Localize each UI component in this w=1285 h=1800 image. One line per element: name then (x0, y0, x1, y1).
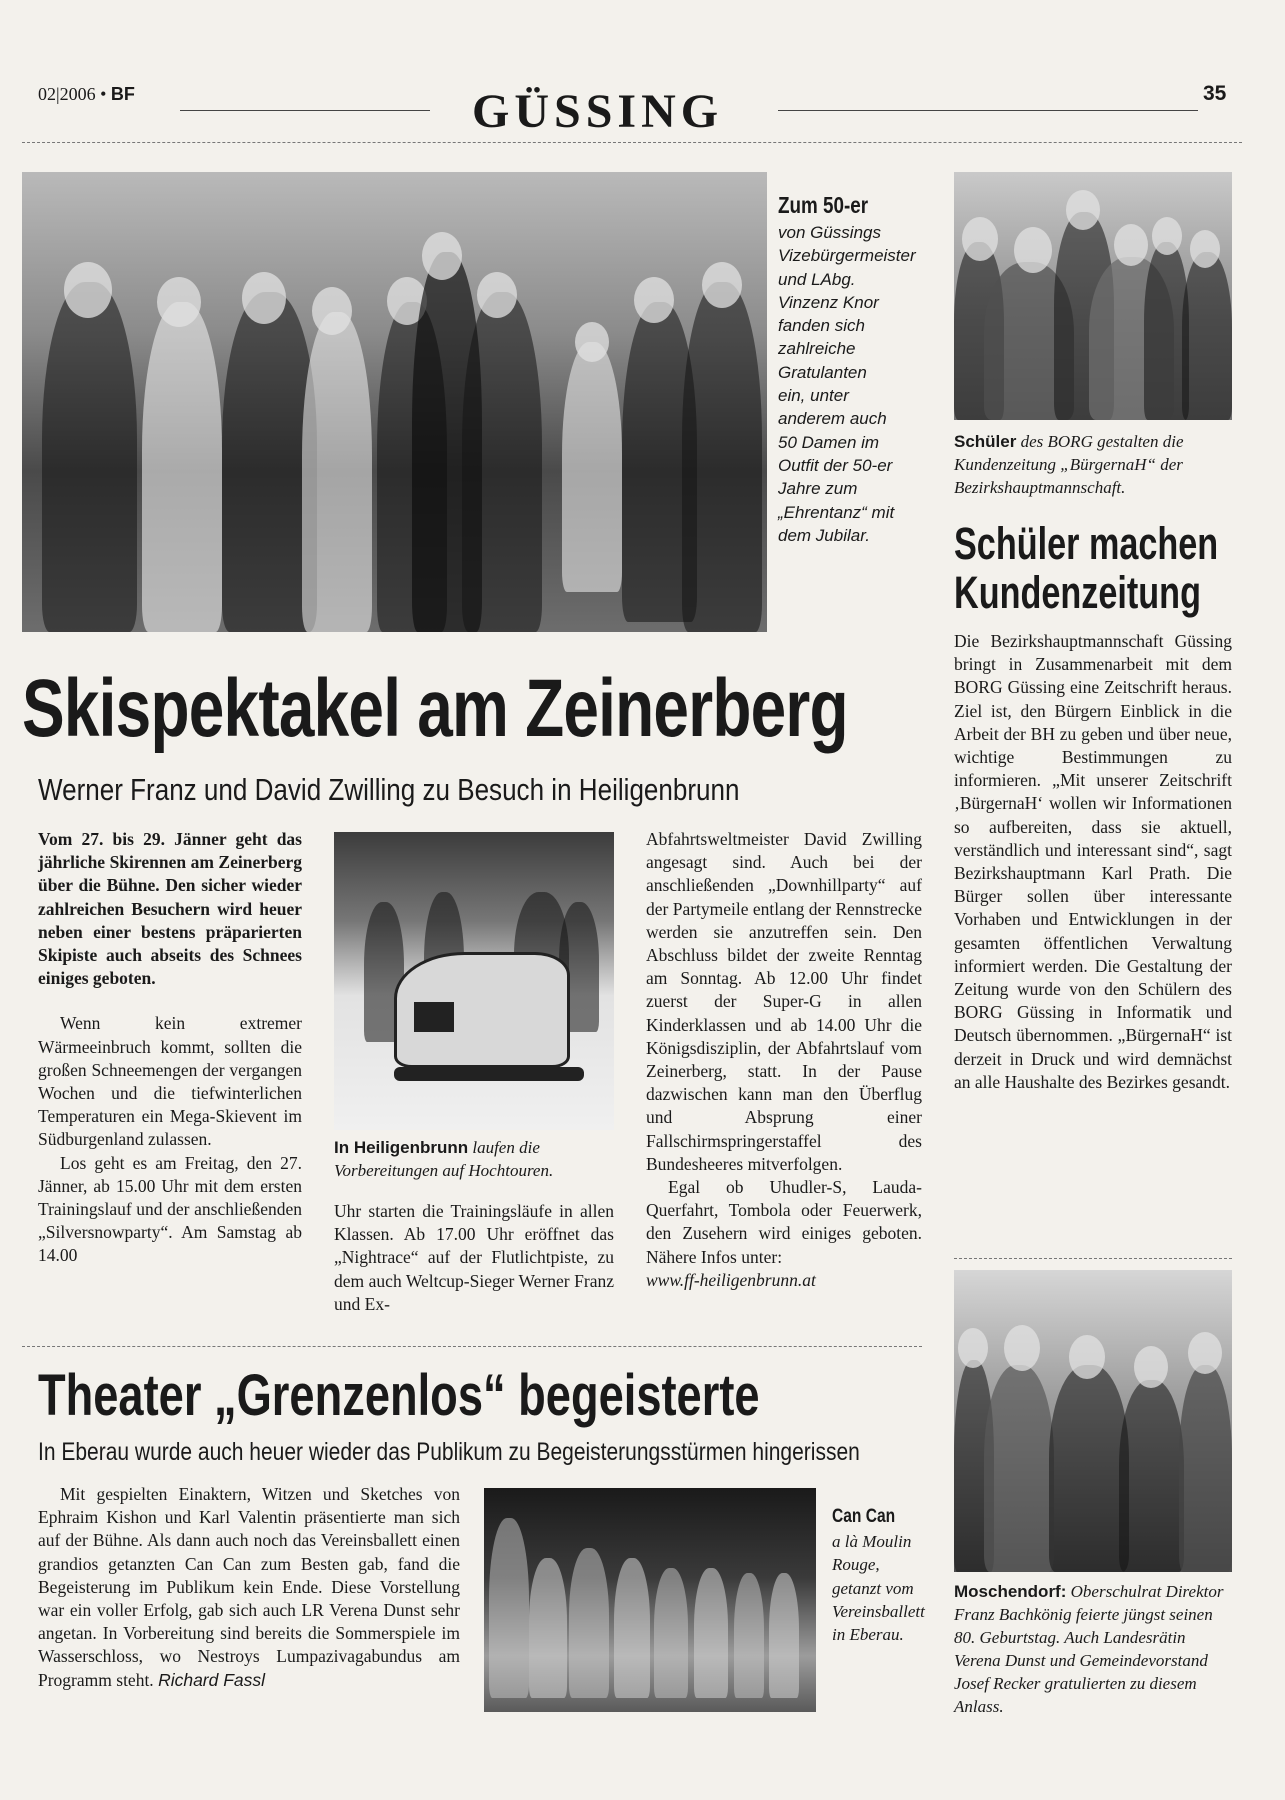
theater-divider (22, 1346, 922, 1347)
header-rule-right (778, 110, 1198, 111)
borg-caption-bold: Schüler (954, 432, 1017, 451)
heiligenbrunn-caption-text: laufen die Vorbereitungen auf Hochtouren. (334, 1138, 554, 1180)
ski-column-2 (334, 1200, 614, 1316)
borg-body: Die Bezirkshauptmannschaft Güssing bringt in Zusammenarbeit mit dem BORG Güssing eine Zeitschrift heraus. Ziel ist, den Bürgern Einblick in die Arbeit der BH zu geben und über neue, wichtige Bestimmungen zu informieren. „Mit unserer Zeitschrift ‚BürgernaH‘ wollen wir Informationen so aufbereiten, dass sie aktuell, verständlich und interessant sind“, sagt Bezirkshauptmann Karl Prath. Die Bürger sollen über interessante Vorhaben und Entwicklungen in der gesamten öffentlichen Verwaltung informiert werden. Die Gestaltung der Zeitung wurde von den Schülern des BORG Güssing in Informatik und Deutsch übernommen. „BürgernaH“ ist derzeit in Druck und wird demnächst an alle Haushalte des Bezirkes gesandt. (954, 631, 1232, 1092)
cancan-caption (832, 1506, 925, 1646)
theater-subheadline: In Eberau wurde auch heuer wieder das Publikum zu Begeisterungsstürmen hingerissen (38, 1438, 860, 1466)
ski-paragraph-2: Los geht es am Freitag, den 27. Jänner, ab 15.00 Uhr mit dem ersten Trainingslauf und der anschließenden „Silversnowparty“. Am Samstag ab 14.00 (38, 1152, 302, 1266)
birthday-photo (22, 172, 767, 632)
moschendorf-caption-bold: Moschendorf: (954, 1582, 1067, 1601)
ski-paragraph-4: Abfahrtsweltmeister David Zwilling angesagt sind. Auch bei der anschließenden „Downhillparty“ auf der Partymeile entlang der Rennstrecke werden sie anzutreffen sein. Den Abschluss bildet der zweite Renntag am Sonntag. Ab 12.00 Uhr findet zuerst der Super-G in allen Kinderklassen und ab 14.00 Uhr die Königsdisziplin, der Abfahrtslauf vom Zeinerberg, statt. In der Pause dazwischen kann man den Überflug und Absprung einer Fallschirmspringerstaffel des Bundesheeres mitverfolgen. (646, 829, 923, 1174)
header-divider (22, 142, 1242, 143)
borg-caption-text: des BORG gestalten die Kundenzeitung „BürgernaH“ der Bezirkshauptmannschaft. (954, 432, 1184, 497)
birthday-caption-text: von Güssings Vizebürgermeister und LAbg. Vinzenz Knor fanden sich zahlreiche Gratulanten ein, unter anderem auch 50 Damen im Outfit der 50-er Jahre zum „Ehrentanz“ mit dem Jubilar. (778, 223, 916, 545)
heiligenbrunn-caption (334, 1136, 614, 1182)
borg-photo (954, 172, 1232, 420)
section-title: GÜSSING (472, 85, 724, 138)
borg-headline-line-2: Kundenzeitung (954, 567, 1201, 618)
ski-url[interactable]: www.ff-heiligenbrunn.at (646, 1269, 816, 1290)
borg-headline-line-1: Schüler machen (954, 518, 1219, 569)
header-bullet: • (100, 84, 107, 104)
publication-logo: BF (110, 84, 135, 104)
ski-paragraph-5: Egal ob Uhudler-S, Lauda-Querfahrt, Tombola oder Feuerwerk, den Zusehern wird einiges geboten. Nähere Infos unter: (646, 1177, 922, 1267)
ski-column-3 (646, 828, 922, 1292)
issue-number: 02|2006 (38, 84, 96, 104)
borg-caption (954, 430, 1232, 499)
moschendorf-caption (954, 1580, 1232, 1718)
heiligenbrunn-caption-bold: In Heiligenbrunn (334, 1138, 469, 1157)
ski-headline: Skispektakel am Zeinerberg (22, 663, 848, 754)
header-rule-left (180, 110, 430, 111)
ski-paragraph-1: Wenn kein extremer Wärmeeinbruch kommt, sollten die großen Schneemengen der vergangen Wochen und die tiefwinterlichen Temperaturen ein Mega-Skievent im Südburgenland zulassen. (38, 1013, 302, 1150)
moschendorf-caption-text: Oberschulrat Direktor Franz Bachkönig feierte jüngst seinen 80. Geburtstag. Auch Landesrätin Verena Dunst und Gemeindevorstand Josef Recker gratulierten zu diesem Anlass. (954, 1582, 1224, 1716)
cancan-caption-title: Can Can (832, 1506, 896, 1527)
heiligenbrunn-photo (334, 832, 614, 1130)
ski-subheadline: Werner Franz und David Zwilling zu Besuch in Heiligenbrunn (38, 772, 740, 807)
page-number: 35 (1203, 82, 1227, 105)
theater-author: Richard Fassl (158, 1669, 266, 1690)
theater-body: Mit gespielten Einaktern, Witzen und Sketches von Ephraim Kishon und Karl Valentin präsentierte man sich auf der Bühne. Als dann auch noch das Vereinsballett einen grandios getanzten Can Can zum Besten gab, fand die Begeisterung im Publikum kein Ende. Diese Vorstellung war ein voller Erfolg, gab sich auch LR Verena Dunst sehr angetan. In Vorbereitung sind bereits die Sommerspiele im Wasserschloss, wo Nestroys Lumpazivagabundus am Programm steht. (38, 1484, 460, 1690)
birthday-caption (778, 192, 916, 547)
moschendorf-photo (954, 1270, 1232, 1572)
birthday-caption-title: Zum 50-er (778, 192, 869, 218)
ski-lead: Vom 27. bis 29. Jänner geht das jährliche Skirennen am Zeinerberg über die Bühne. Den sicher wieder zahlreichen Besuchern wird heuer neben einer bestens präparierten Skipiste auch abseits des Schnees einiges geboten. (38, 829, 302, 989)
cancan-photo (484, 1488, 816, 1712)
right-column-divider (954, 1258, 1232, 1259)
ski-paragraph-3: Uhr starten die Trainingsläufe in allen Klassen. Ab 17.00 Uhr eröffnet das „Nightrace“ auf der Flutlichtpiste, zu dem auch Weltcup-Sieger Werner Franz und Ex- (334, 1201, 614, 1314)
ski-column-1 (38, 828, 302, 1268)
theater-body-column (38, 1483, 460, 1692)
cancan-caption-text: a là Moulin Rouge, getanzt vom Vereinsballett in Eberau. (832, 1532, 925, 1645)
theater-headline: Theater „Grenzenlos“ begeisterte (38, 1363, 760, 1428)
issue-date (38, 84, 135, 105)
